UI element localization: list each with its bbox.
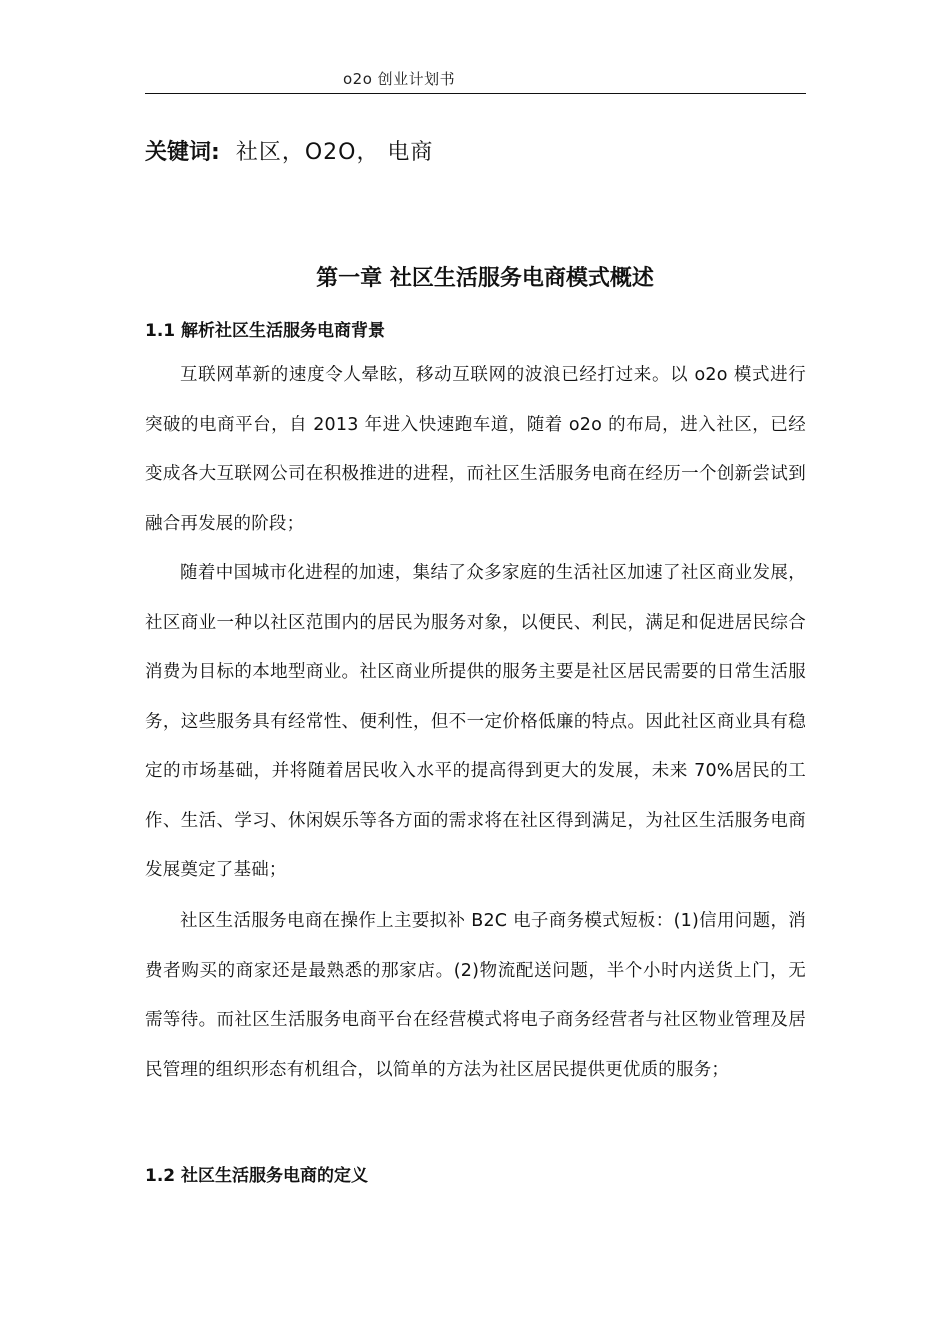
keywords-line: [145, 135, 433, 166]
section-heading-1-1: 1.1 解析社区生活服务电商背景: [145, 321, 386, 341]
chapter-title: 第一章 社区生活服务电商模式概述: [316, 266, 654, 291]
section-heading-1-2: 1.2 社区生活服务电商的定义: [145, 1166, 369, 1186]
header-divider: [145, 93, 806, 94]
keywords-label: 关键词:: [145, 140, 220, 165]
running-header: o2o 创业计划书: [343, 70, 456, 88]
paragraph-1: 互联网革新的速度令人晕眩，移动互联网的波浪已经打过来。以 o2o 模式进行突破的电商平台，自 2013 年进入快速跑车道，随着 o2o 的布局，进入社区，已经变成各大互联网公司在积极推进的进程，而社区生活服务电商在经历一个创新尝试到融合再发展的阶段；: [145, 365, 806, 534]
paragraph-3: 社区生活服务电商在操作上主要拟补 B2C 电子商务模式短板：(1)信用问题，消费者购买的商家还是最熟悉的那家店。(2)物流配送问题，半个小时内送货上门，无需等待。而社区生活服务电商平台在经营模式将电子商务经营者与社区物业管理及居民管理的组织形态有机组合，以简单的方法为社区居民提供更优质的服务；: [145, 911, 806, 1080]
paragraph-2: 随着中国城市化进程的加速，集结了众多家庭的生活社区加速了社区商业发展，社区商业一种以社区范围内的居民为服务对象，以便民、利民，满足和促进居民综合消费为目标的本地型商业。社区商业所提供的服务主要是社区居民需要的日常生活服务，这些服务具有经常性、便利性，但不一定价格低廉的特点。因此社区商业具有稳定的市场基础，并将随着居民收入水平的提高得到更大的发展，未来 70%居民的工作、生活、学习、休闲娱乐等各方面的需求将在社区得到满足，为社区生活服务电商发展奠定了基础；: [145, 563, 806, 880]
keywords-value: 社区，O2O， 电商: [235, 140, 434, 165]
